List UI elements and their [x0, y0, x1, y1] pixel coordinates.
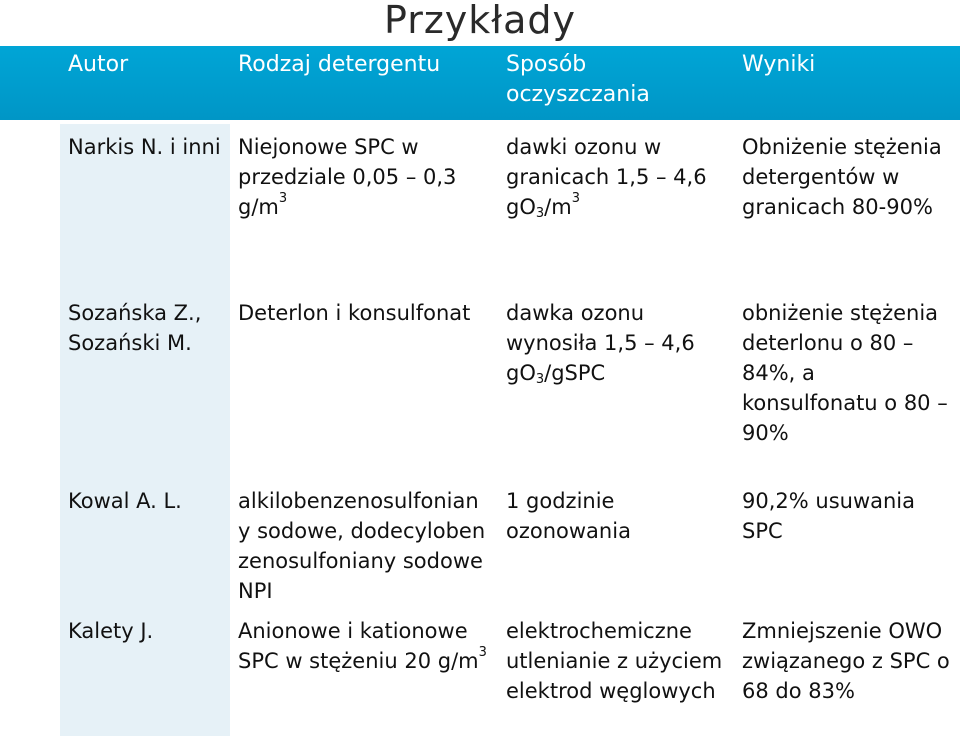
header-author: Autor [68, 52, 129, 77]
header-detergent: Rodzaj detergentu [238, 52, 441, 77]
cell-results: Obniżenie stężenia detergentów w granicach 80-90% [734, 124, 960, 290]
slide-title: Przykłady [383, 0, 576, 42]
table-row [60, 608, 960, 736]
cell-detergent: Niejonowe SPC w przedziale 0,05 – 0,3 $g/m^3$ [230, 124, 498, 290]
header-results: Wyniki [742, 52, 816, 77]
table-row [60, 124, 960, 290]
cell-method: elektrochemiczne utlenianie z użyciem elektrod węglowych [498, 608, 734, 736]
cell-method: dawki ozonu w granicach 1,5 – 4,6 $gO_3/m^3$ [498, 124, 734, 290]
table-row [60, 290, 960, 478]
cell-detergent: Deterlon i konsulfonat [230, 290, 498, 478]
cell-author: Kowal A. L. [60, 478, 230, 608]
cell-method: 1 godzinie ozonowania [498, 478, 734, 608]
table-row [60, 478, 960, 608]
cell-method: dawka ozonu wynosiła 1,5 – 4,6 $gO_3$/gSPC [498, 290, 734, 478]
header-method: Sposób oczyszczania [506, 52, 650, 107]
cell-author: Sozańska Z., Sozański M. [60, 290, 230, 478]
table-header-row [60, 46, 960, 124]
cell-results: obniżenie stężenia deterlonu o 80 – 84%, a konsulfonatu o 80 – 90% [734, 290, 960, 478]
cell-author: Narkis N. i inni [60, 124, 230, 290]
cell-detergent: Anionowe i kationowe SPC w stężeniu 20 $g/m^3$ [230, 608, 498, 736]
cell-results: Zmniejszenie OWO związanego z SPC o 68 do 83% [734, 608, 960, 736]
examples-table [60, 46, 960, 736]
cell-results: 90,2% usuwania SPC [734, 478, 960, 608]
cell-author: Kalety J. [60, 608, 230, 736]
cell-detergent: alkilobenzenosulfoniany sodowe, dodecylobenzenosulfoniany sodowe NPI [230, 478, 498, 608]
